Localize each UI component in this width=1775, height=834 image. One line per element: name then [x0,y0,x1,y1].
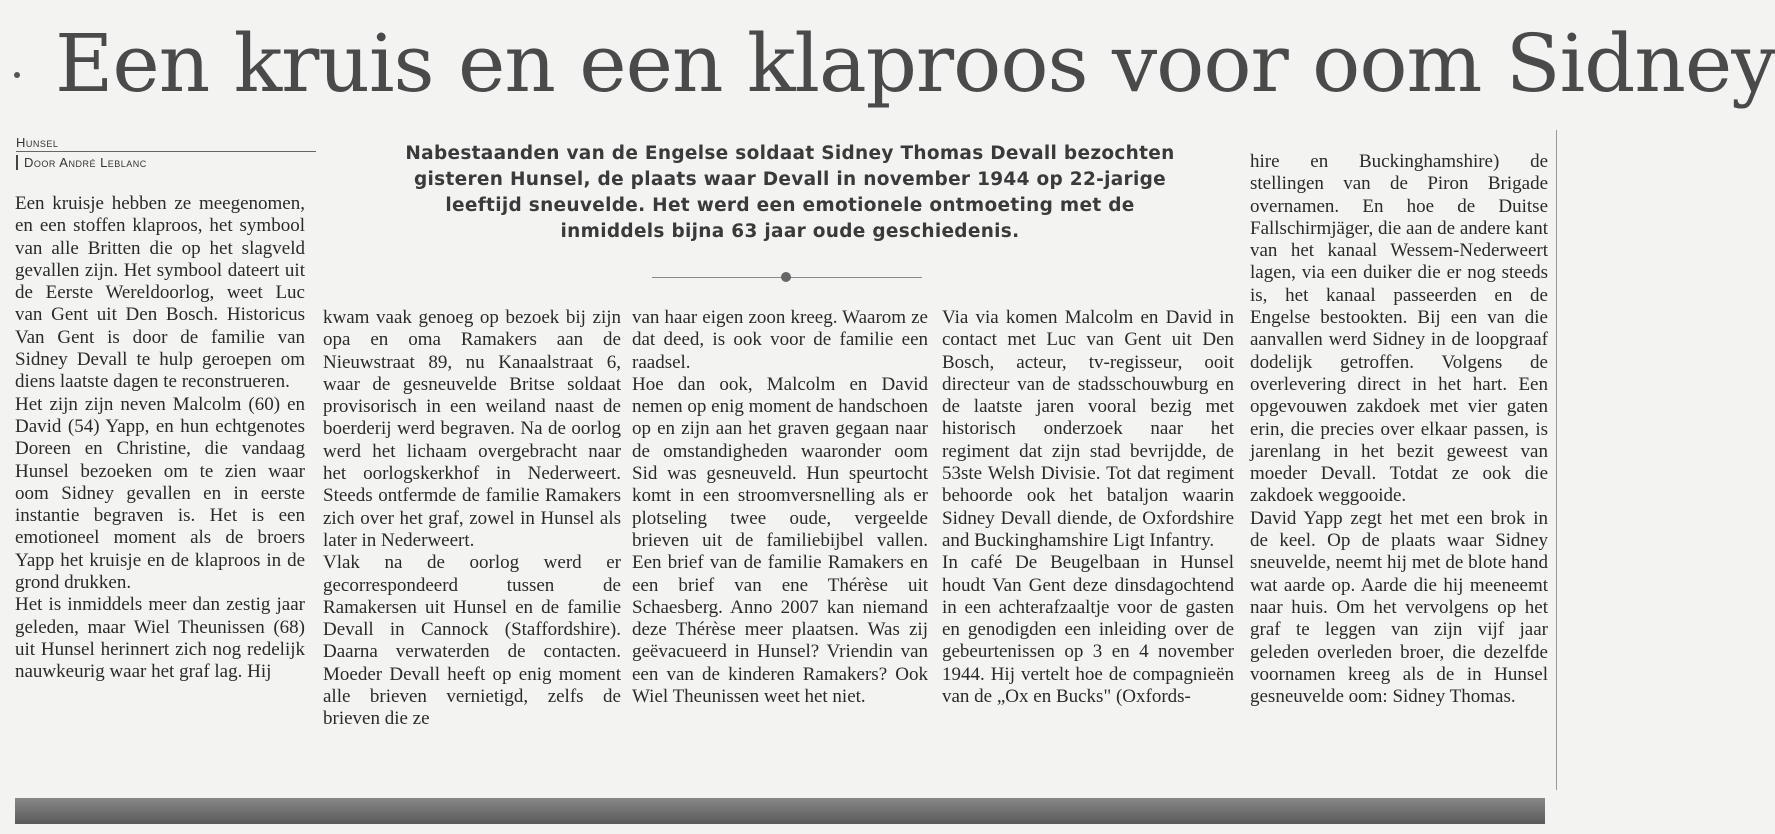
column-5 [1250,151,1548,708]
ornament-knob [781,272,791,282]
page-edge-line [1556,130,1557,790]
paragraph: Via via komen Malcolm en David in contact met Luc van Gent uit Den Bosch, acteur, tv-regisseur, ooit directeur van de stadsschouwburg en de laatste jaren vooral bezig met historisch onderzoek naar het regiment dat zijn stad bevrijdde, de 53ste Welsh Divisie. Tot dat regiment behoorde ook het bataljon waarin Sidney Devall diende, de Oxfordshire and Buckinghamshire Ligt Infantry. [942,307,1234,551]
dateline-place: Hunsel [16,135,316,152]
column-2 [323,307,621,731]
stray-dot [14,72,20,78]
paragraph: hire en Buckinghamshire) de stellingen van de Piron Brigade overnamen. En hoe de Duitse Fallschirmjäger, die aan de andere kant van het kanaal Wessem-Nederweert lagen, via een duiker die er nog steeds is, het kanaal passeerden en de Engelse bestookten. Bij een van die aanvallen werd Sidney in de loopgraaf dodelijk getroffen. Volgens de overlevering direct in het hart. Een opgevouwen zakdoek met vier gaten erin, die precies over elkaar passen, is jarenlang in het bezit geweest van moeder Devall. Totdat ze ook die zakdoek weggooide. [1250,151,1548,507]
column-1 [15,193,305,684]
paragraph: In café De Beugelbaan in Hunsel houdt Van Gent deze dinsdagochtend in een achterafzaaltje voor de gasten en genodigden een inleiding over de gebeurtenissen op 3 en 4 november 1944. Hij vertelt hoe de compagnieën van de „Ox en Bucks" (Oxfords- [942,552,1234,708]
paragraph: van haar eigen zoon kreeg. Waarom ze dat deed, is ook voor de familie een raadsel. [632,307,928,373]
scan-bottom-bar [15,798,1545,824]
column-4 [942,307,1234,708]
paragraph: Het zijn zijn neven Malcolm (60) en David (54) Yapp, en hun echtgenotes Doreen en Christine, die vandaag Hunsel bezoeken om te zien waar oom Sidney gevallen en in eerste instantie begraven is. Het is een emotioneel moment als de broers Yapp het kruisje en de klaproos in de grond drukken. [15,393,305,594]
column-3 [632,307,928,708]
byline: Door André Leblanc [16,155,324,170]
paragraph: Hoe dan ook, Malcolm en David nemen op enig moment de handschoen op en zijn aan het graven gegaan naar de omstandigheden waaronder oom Sid was gesneuveld. Hun speurtocht komt in een stroomversnelling als er plotseling twee oude, vergeelde brieven uit de familiebijbel vallen. Een brief van de familie Ramakers en een brief van ene Thérèse uit Schaesberg. Anno 2007 kan niemand deze Thérèse meer plaatsen. Was zij geëvacueerd in Hunsel? Vriendin van een van de kinderen Ramakers? Ook Wiel Theunissen weet het niet. [632,373,929,708]
paragraph: Het is inmiddels meer dan zestig jaar geleden, maar Wiel Theunissen (68) uit Hunsel herinnert zich nog redelijk nauwkeurig waar het graf lag. Hij [15,594,305,683]
paragraph: David Yapp zegt het met een brok in de keel. Op de plaats waar Sidney sneuvelde, neemt hij met de blote hand wat aarde op. Aarde die hij meeneemt naar huis. Om het vervolgens op het graf te leggen van zijn vijf jaar geleden overleden broer, die dezelfde voornamen kreeg als de in Hunsel gesneuvelde oom: Sidney Thomas. [1250,507,1548,708]
intro-lead: Nabestaanden van de Engelse soldaat Sidney Thomas Devall bezochten gisteren Hunsel, de plaats waar Devall in november 1944 op 22-jarige leeftijd sneuvelde. Het werd een emotionele ontmoeting met de inmiddels bijna 63 jaar oude geschiedenis. [405,143,1175,242]
paragraph: Een kruisje hebben ze meegenomen, en een stoffen klaproos, het symbool van alle Britten die op het slagveld gevallen zijn. Het symbool dateert uit de Eerste Wereldoorlog, weet Luc van Gent uit Den Bosch. Historicus Van Gent is door de familie van Sidney Devall te hulp geroepen om diens laatste dagen te reconstrueren. [15,193,305,393]
paragraph: kwam vaak genoeg op bezoek bij zijn opa en oma Ramakers aan de Nieuwstraat 89, nu Kanaalstraat 6, waar de gesneuvelde Britse soldaat provisorisch in een weiland naast de boerderij werd begraven. Na de oorlog werd het lichaam overgebracht naar het oorlogskerkhof in Nederweert. Steeds ontfermde de familie Ramakers zich over het graf, zowel in Hunsel als later in Nederweert. [323,307,621,551]
paragraph: Vlak na de oorlog werd er gecorrespondeerd tussen de Ramakersen uit Hunsel en de familie Devall in Cannock (Staffordshire). Daarna verwaterden de contacten. Moeder Devall heeft op enig moment alle brieven vernietigd, zelfs de brieven die ze [323,552,621,730]
headline: Een kruis en een klaproos voor oom Sidney [55,17,1775,110]
ornament-divider [652,270,922,284]
